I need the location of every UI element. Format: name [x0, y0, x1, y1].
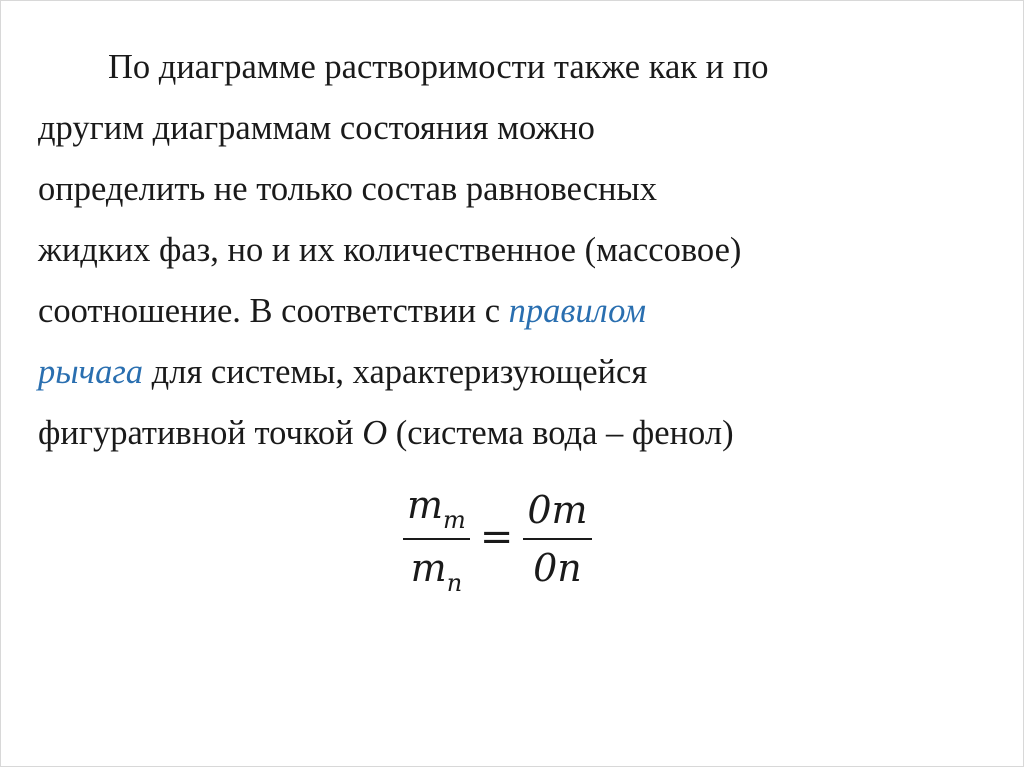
figurative-point-label: O	[362, 414, 388, 452]
paragraph-line-6	[38, 342, 998, 403]
fraction-bar-left	[403, 538, 470, 540]
paragraph-line-5-text: соотношение. В соответствии с	[38, 292, 509, 330]
body-paragraph	[38, 37, 998, 464]
lever-rule-formula	[403, 479, 592, 599]
paragraph-line-1: По диаграмме растворимости также как и по	[108, 48, 769, 86]
paragraph-line-3: определить не только состав равновесных	[38, 170, 657, 208]
paragraph-line-5	[38, 281, 998, 342]
numerator-base: m	[407, 483, 444, 527]
paragraph-line-2: другим диаграммам состояния можно	[38, 109, 595, 147]
lever-rule-term-part-2[interactable]: рычага	[38, 353, 144, 391]
segment-ratio-denominator: 0n	[533, 546, 582, 590]
fraction-bar-right	[523, 538, 591, 540]
paragraph-line-7-end: (система вода – фенол)	[387, 414, 734, 452]
lever-rule-term-part-1[interactable]: правилом	[508, 292, 647, 330]
numerator-subscript: m	[443, 506, 466, 534]
equals-sign: =	[479, 514, 514, 560]
paragraph-line-4: жидких фаз, но и их количественное (массовое)	[38, 231, 742, 269]
paragraph-line-7-text: фигуративной точкой	[38, 414, 363, 452]
mass-ratio-numerator	[403, 481, 470, 534]
segment-ratio-numerator: 0m	[527, 488, 588, 532]
paragraph-line-7	[38, 403, 998, 464]
denominator-base: m	[410, 546, 447, 590]
paragraph-line-6-text: для системы, характеризующейся	[143, 353, 648, 391]
denominator-subscript: n	[446, 569, 463, 597]
mass-ratio-denominator	[407, 544, 467, 597]
mass-ratio-fraction	[403, 481, 470, 597]
segment-ratio-fraction	[523, 486, 591, 592]
